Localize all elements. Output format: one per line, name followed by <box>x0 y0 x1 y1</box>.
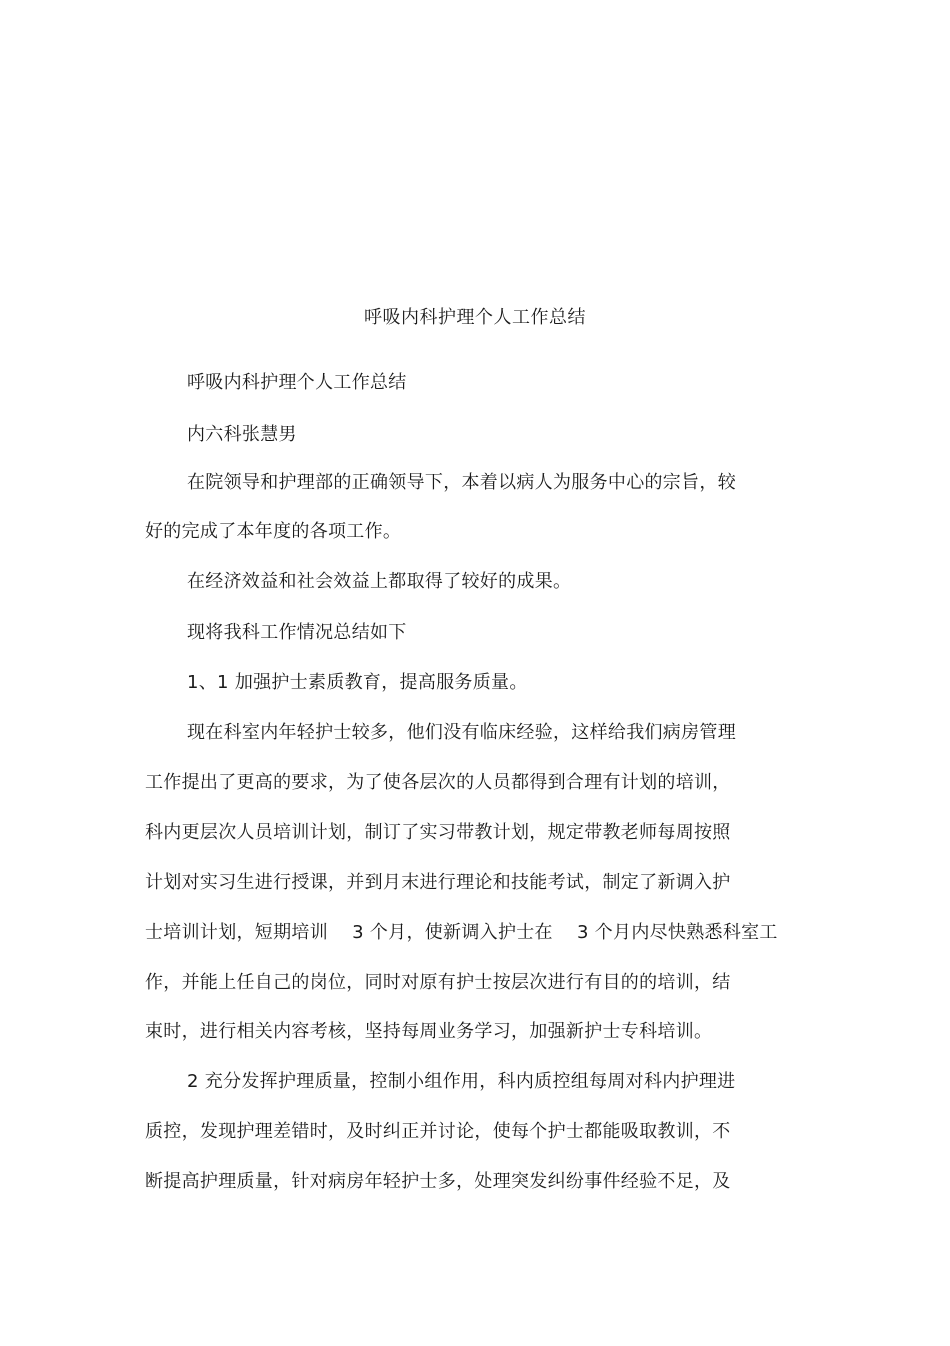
paragraph-line: 束时，进行相关内容考核，坚持每周业务学习，加强新护士专科培训。 <box>145 1021 713 1042</box>
paragraph-line: 在院领导和护理部的正确领导下，本着以病人为服务中心的宗旨，较 <box>187 472 736 493</box>
section-heading: 1、1 加强护士素质教育，提高服务质量。 <box>187 672 528 693</box>
paragraph-line: 计划对实习生进行授课，并到月末进行理论和技能考试，制定了新调入护 <box>145 872 731 893</box>
document-title: 呼吸内科护理个人工作总结 <box>364 307 586 328</box>
paragraph-line: 呼吸内科护理个人工作总结 <box>187 372 407 393</box>
paragraph-line: 好的完成了本年度的各项工作。 <box>145 521 402 542</box>
paragraph-line: 现将我科工作情况总结如下 <box>187 622 407 643</box>
paragraph-line: 内六科张慧男 <box>187 424 297 445</box>
paragraph-line: 在经济效益和社会效益上都取得了较好的成果。 <box>187 571 572 592</box>
paragraph-line: 科内更层次人员培训计划，制订了实习带教计划，规定带教老师每周按照 <box>145 822 731 843</box>
paragraph-line: 断提高护理质量，针对病房年轻护士多，处理突发纠纷事件经验不足，及 <box>145 1171 731 1192</box>
paragraph-line: 质控，发现护理差错时，及时纠正并讨论，使每个护士都能吸取教训，不 <box>145 1121 731 1142</box>
paragraph-line: 工作提出了更高的要求，为了使各层次的人员都得到合理有计划的培训， <box>145 772 731 793</box>
paragraph-line: 作，并能上任自己的岗位，同时对原有护士按层次进行有目的的培训，结 <box>145 972 731 993</box>
paragraph-line: 现在科室内年轻护士较多，他们没有临床经验，这样给我们病房管理 <box>187 722 736 743</box>
paragraph-line: 2 充分发挥护理质量，控制小组作用，科内质控组每周对科内护理进 <box>187 1071 736 1092</box>
paragraph-line: 士培训计划，短期培训 3 个月，使新调入护士在 3 个月内尽快熟悉科室工 <box>145 922 778 943</box>
